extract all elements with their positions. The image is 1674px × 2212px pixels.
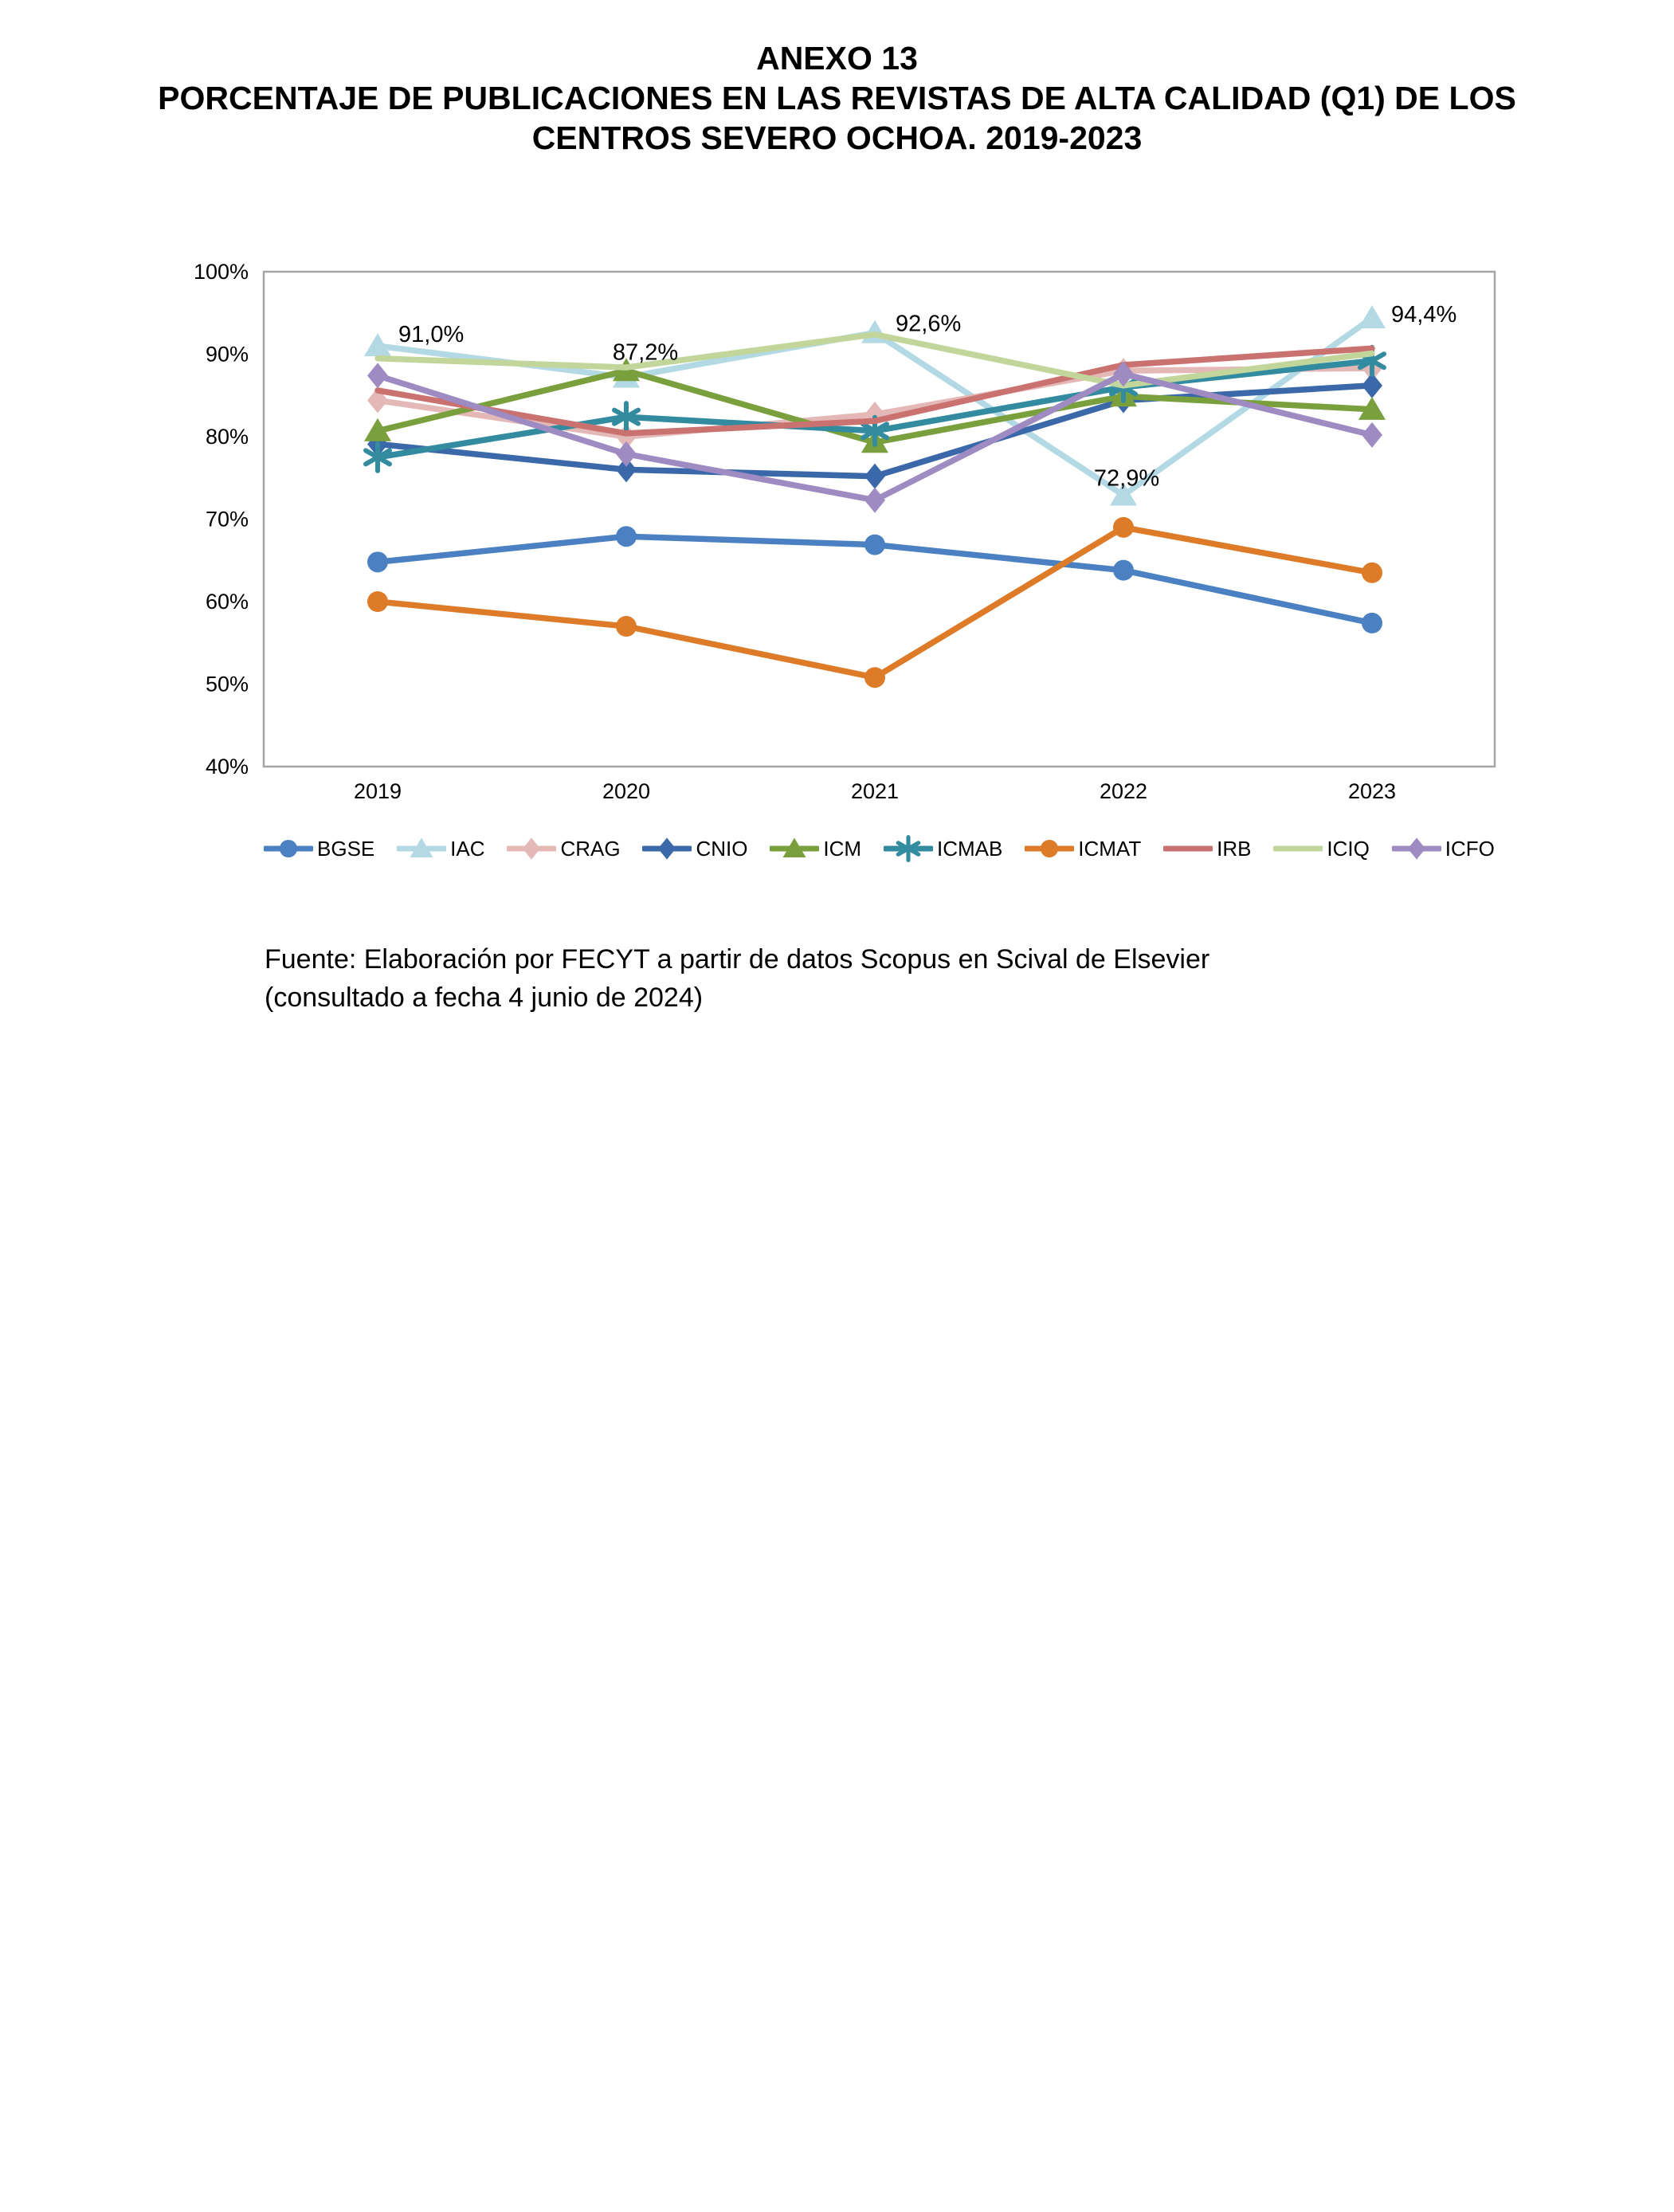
- title-line-3: CENTROS SEVERO OCHOA. 2019-2023: [531, 120, 1143, 156]
- marker-circle: [1362, 613, 1382, 633]
- legend-marker-ICMAB-icon: [884, 834, 933, 863]
- marker-triangle: [1358, 305, 1386, 328]
- marker-circle: [1362, 563, 1382, 583]
- legend-label-ICM: ICM: [823, 836, 862, 861]
- marker-diamond: [367, 363, 388, 388]
- legend-item-CNIO: [642, 834, 747, 863]
- legend-item-ICMAB: [884, 834, 1002, 863]
- legend-marker-ICM-icon: [770, 834, 819, 863]
- marker-diamond: [523, 837, 540, 859]
- title-line-2: PORCENTAJE DE PUBLICACIONES EN LAS REVISTAS DE ALTA CALIDAD (Q1) DE LOS: [158, 80, 1516, 116]
- x-axis-tick-label: 2023: [1347, 779, 1397, 803]
- x-axis-tick-label: 2020: [602, 779, 651, 803]
- source-note: [265, 940, 1209, 1017]
- marker-diamond: [616, 441, 637, 467]
- legend-marker-IRB-icon: [1163, 834, 1213, 863]
- marker-circle: [616, 616, 637, 637]
- legend-marker-BGSE-icon: [264, 834, 313, 863]
- legend-item-ICFO: [1392, 834, 1495, 863]
- marker-circle: [280, 840, 297, 857]
- legend-item-BGSE: [264, 834, 374, 863]
- marker-circle: [1041, 840, 1058, 857]
- title-line-1: ANEXO 13: [756, 40, 918, 76]
- y-axis-tick-label: 40%: [205, 755, 249, 779]
- legend-label-IRB: IRB: [1217, 836, 1252, 861]
- marker-diamond: [1408, 837, 1425, 859]
- data-label-IAC-2021: 92,6%: [896, 311, 962, 337]
- x-axis-tick-label: 2019: [353, 779, 402, 803]
- legend-label-CNIO: CNIO: [696, 836, 748, 861]
- y-axis-tick-label: 80%: [205, 425, 249, 449]
- legend-item-IAC: [397, 834, 484, 863]
- q1-publications-line-chart: [0, 0, 1674, 900]
- x-axis-tick-label: 2022: [1099, 779, 1148, 803]
- marker-circle: [367, 591, 388, 612]
- legend-item-CRAG: [507, 834, 620, 863]
- source-line-2: (consultado a fecha 4 junio de 2024): [265, 982, 704, 1013]
- marker-circle: [367, 551, 388, 572]
- legend-item-ICMAT: [1025, 834, 1141, 863]
- legend-marker-IAC-icon: [397, 834, 446, 863]
- y-axis-tick-label: 50%: [205, 672, 249, 696]
- legend-item-ICM: [770, 834, 861, 863]
- marker-diamond: [864, 464, 885, 489]
- marker-circle: [864, 535, 885, 555]
- data-label-IAC-2022: 72,9%: [1093, 465, 1160, 492]
- y-axis-tick-label: 70%: [205, 507, 249, 531]
- data-label-IAC-2023: 94,4%: [1391, 302, 1457, 327]
- marker-circle: [864, 667, 885, 688]
- legend-label-IAC: IAC: [450, 836, 485, 861]
- marker-circle: [616, 526, 637, 547]
- legend-label-ICIQ: ICIQ: [1327, 836, 1370, 861]
- data-label-IAC-2019: 91,0%: [398, 322, 465, 348]
- legend-item-IRB: [1163, 834, 1251, 863]
- data-label-IAC-2020: 87,2%: [612, 339, 679, 366]
- marker-circle: [1113, 560, 1134, 581]
- legend-label-ICMAB: ICMAB: [937, 836, 1003, 861]
- marker-circle: [1113, 517, 1134, 538]
- x-axis-tick-label: 2021: [850, 779, 900, 803]
- legend-label-CRAG: CRAG: [560, 836, 621, 861]
- legend-label-BGSE: BGSE: [317, 836, 375, 861]
- legend-marker-ICFO-icon: [1392, 834, 1441, 863]
- source-line-1: Fuente: Elaboración por FECYT a partir de datos Scopus en Scival de Elsevier: [265, 944, 1210, 975]
- legend-marker-CNIO-icon: [642, 834, 692, 863]
- legend-marker-ICIQ-icon: [1273, 834, 1323, 863]
- legend-item-ICIQ: [1273, 834, 1369, 863]
- y-axis-tick-label: 60%: [205, 590, 249, 614]
- legend-label-ICMAT: ICMAT: [1078, 836, 1142, 861]
- legend-marker-CRAG-icon: [507, 834, 556, 863]
- chart-legend: [264, 834, 1495, 863]
- marker-diamond: [864, 488, 885, 513]
- legend-label-ICFO: ICFO: [1445, 836, 1495, 861]
- legend-marker-ICMAT-icon: [1025, 834, 1074, 863]
- y-axis-tick-label: 90%: [205, 342, 249, 367]
- marker-diamond: [1362, 422, 1382, 448]
- y-axis-tick-label: 100%: [193, 260, 249, 284]
- marker-diamond: [658, 837, 676, 859]
